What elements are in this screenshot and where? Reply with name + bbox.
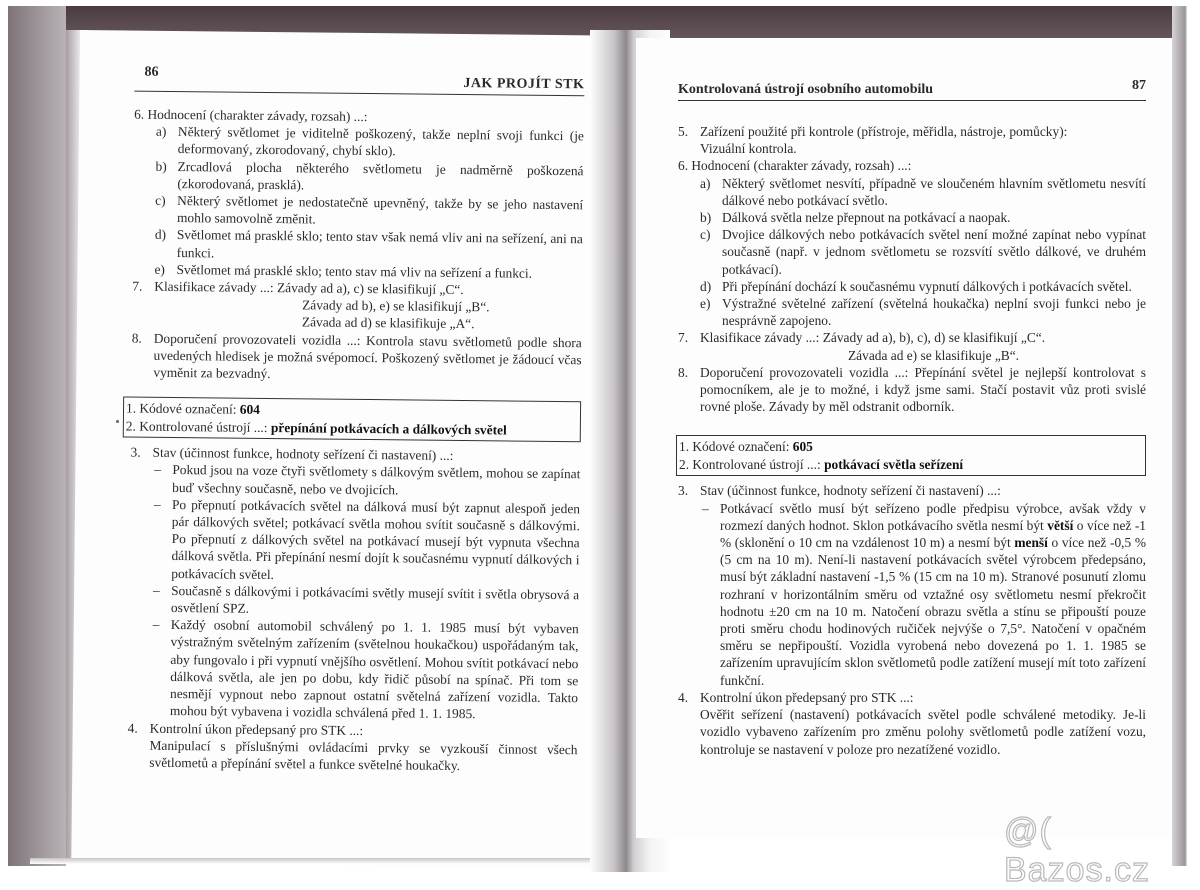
code-value: 604: [239, 401, 260, 418]
watermark-logo: @( Bazos.cz: [1004, 812, 1150, 889]
classification-line: Klasifikace závady ...: Závady ad a), b), c), d) se klasifikují „C“.: [700, 330, 1046, 346]
section-6: [678, 157, 1146, 329]
list-item: – Současně s dálkovými i potkávacími světly musejí svítit i světla obrysová a osvětlení SPZ.: [153, 582, 580, 616]
list-item: e) Světlomet má prasklé sklo; tento stav má vliv na seřízení a funkci.: [154, 261, 533, 281]
running-title: Kontrolovaná ústrojí osobního automobilu: [678, 81, 934, 97]
classification-line: Závada ad d) se klasifikuje „A“.: [301, 314, 475, 332]
list-item: b) Dálková světla nelze přepnout na potkávací a naopak.: [700, 210, 1011, 226]
list-item: c) Některý světlomet je nedostatečně upevněný, takže by se jeho nastavení mohlo samovolně změnit.: [155, 192, 584, 227]
list-item: b) Zrcadlová plocha některého světlometu je nadměrně poškozená (zkorodovaná, prasklá).: [155, 158, 584, 193]
code-box-605: 1. Kódové označení: 605 2. Kontrolované ústrojí ...: potkávací světla seřízení: [676, 435, 1146, 476]
book-cover-right: [1172, 6, 1194, 866]
section-5: 5. Zařízení použité při kontrole (přístroje, měřidla, nástroje, pomůcky): Vizuální kontrola.: [678, 123, 1146, 157]
classification-line: Klasifikace závady ...: Závady ad a), c) se klasifikují „C“.: [154, 278, 464, 298]
left-page: [71, 30, 600, 867]
list-item: a) Některý světlomet je viditelně poškozený, takže neplní svoji funkci (je deformovaný, zkorodovaný, chybí sklo).: [155, 124, 584, 159]
paragraph: Vizuální kontrola.: [700, 141, 797, 157]
page-number: 87: [1132, 77, 1146, 93]
code-box-604: 1. Kódové označení: 604 2. Kontrolované ústrojí ...: přepínání potkávacích a dálkových světel: [123, 397, 581, 443]
classification-line: Závady ad b), e) se klasifikují „B“.: [302, 297, 490, 315]
section-8: 8. Doporučení provozovateli vozidla ...: Kontrola stavu světlometů podle shora uvedených hledisek je možná svépomocí. Poškozený světlomet je žádoucí včas vyměnit za bezvadný.: [131, 330, 582, 382]
list-item: a) Některý světlomet nesvítí, případně ve sloučeném hlavním světlometu nesvítí dálkové nebo potkávací světlo.: [700, 175, 1146, 208]
section-heading: Kontrolní úkon předepsaný pro STK ...:: [700, 689, 914, 705]
section-4: 4. Kontrolní úkon předepsaný pro STK ...: Manipulací s příslušnými ovládacími prvky se vyzkouší činnost všech světlometů a přepínání světel a funkce světelné houkačky.: [127, 719, 578, 775]
page-number: 86: [144, 64, 159, 80]
list-item: – Každý osobní automobil schválený po 1. 1. 1985 musí být vybaven výstražným světelným zařízením (světelnou houkačkou) uspořádaným tak, aby fungovalo i při vypnutí vnějšího osvětlení. Mohou svítit potkávací nebo dálková světla, ale jen po dobu, kdy řidič působí na spínač. Při tom se nesmějí vypnout nebo zapnout ostatní světelná zařízení vozidla. Takto mohou být vybavena i vozidla schválená před 1. 1. 1985.: [152, 617, 579, 722]
book-cover-left: [8, 6, 66, 866]
scan-artifact: [116, 420, 119, 423]
page-bottom-shadow: [30, 858, 590, 864]
list-item: d) Při přepínání dochází k současnému vypnutí dálkových i potkávacích světel.: [700, 278, 1132, 294]
running-header: [678, 76, 1146, 101]
paragraph: Manipulací s příslušnými ovládacími prvky se vyzkouší činnost všech světlometů a přepínání světel a funkce světelné houkačky.: [149, 737, 578, 773]
section-6: [132, 106, 584, 283]
section-heading: Zařízení použité při kontrole (přístroje, měřidla, nástroje, pomůcky):: [700, 124, 1068, 139]
list-item: e) Výstražné světelné zařízení (světelná houkačka) neplní svoji funkci nebo je nesprávně zapojeno.: [700, 296, 1146, 329]
list-item: c) Dvojice dálkových nebo potkávacích světel není možné zapínat nebo vypínat současně (např. v jednom světlometu se rozsvítí světlo dálkové, ve druhém potkávací).: [700, 227, 1146, 277]
section-heading: Kontrolní úkon předepsaný pro STK ...:: [149, 720, 364, 738]
right-page: [636, 38, 1172, 838]
section-4: 4. Kontrolní úkon předepsaný pro STK ...: Ověřit seřízení (nastavení) potkávacích světel podle schválené metodiky. Je-li vozidlo vybaveno zařízením pro změnu polohy světlometů podle zatížení vozu, kontroluje se nastavení v poloze pro nezatížené vozidlo.: [678, 689, 1146, 757]
section-heading: Stav (účinnost funkce, hodnoty seřízení či nastavení) ...:: [700, 483, 1001, 499]
section-3: 3. Stav (účinnost funkce, hodnoty seřízení či nastavení) ...: – Pokud jsou na voze čtyři světlomety s dálkovým světlem, mohou se zapínat buď všechny současně, nebo ve dvojicích. – Po přepnutí potkávacích světel na dálková musí být zapnut alespoň jeden pár dálkových světel; potkávací světla mohou svítit současně s dálkovými. Po přepnutí z dálkových světel na potkávací musejí být vypnuta všechna dálková světla. Při přepínání nesmí dojít k současnému vypnutí dálkových i potkávacích světel. – Současně s dálkovými i potkávacími světly musejí svítit i světla obrysová a osvětlení SPZ. – Každý osobní automobil schválený po 1. 1. 1985 musí být vybaven výstražným světelným zařízením (světelnou houkačkou) uspořádaným tak, aby fungovalo i při vypnutí vnějšího osvětlení. Mohou svítit potkávací nebo dálková světla, ale jen po dobu, kdy řidič působí na spínač. Při tom se nesmějí vypnout nebo zapnout ostatní světelná zařízení vozidla. Takto mohou být vybavena i vozidla schválená před 1. 1. 1985.: [128, 444, 581, 724]
section-8: 8. Doporučení provozovateli vozidla ...: Přepínání světel je nejlepší kontrolovat s pomocníkem, ale je to možné, i když jsme sami. Stačí postavit vůz proti svislé rovné ploše. Závady by měl odstranit odborník.: [678, 364, 1146, 415]
classification-line: Závada ad e) se klasifikuje „B“.: [848, 347, 1020, 363]
section-heading: Stav (účinnost funkce, hodnoty seřízení či nastavení) ...:: [152, 445, 454, 464]
section-7: 7. Klasifikace závady ...: Závady ad a), c) se klasifikují „C“. Závady ad b), e) se klasifikují „B“. Závada ad d) se klasifikuje „A“.: [132, 278, 583, 334]
list-item: – Po přepnutí potkávacích světel na dálková musí být zapnut alespoň jeden pár dálkových světel; potkávací světla mohou svítit současně s dálkovými. Po přepnutí z dálkových světel na potkávací musejí být vypnuta všechna dálková světla. Při přepínání nesmí dojít k současnému vypnutí dálkových i potkávacích světel.: [153, 496, 581, 582]
running-header: [134, 64, 585, 97]
running-title: JAK PROJÍT STK: [463, 75, 585, 93]
list-item: d) Světlomet má prasklé sklo; tento stav však nemá vliv ani na seřízení, ani na funkci.: [154, 227, 583, 261]
section-3: 3. Stav (účinnost funkce, hodnoty seřízení či nastavení) ...: – Potkávací světlo musí být seřízeno podle předpisu výrobce, avšak vždy v rozmezí daných hodnot. Sklon potkávacího světla nesmí být větší o více než -1 % (sklonění o 10 cm na vzdálenost 10 m) a nesmí být menší o více než -0,5 % (5 cm na 10 m). Není-li nastavení potkávacích světel výrobcem předepsáno, musí být základní nastavení -1,5 % (15 cm na 10 m). Stranové posunutí zlomu rozhraní v horizontálním směru od vztažné osy světlometu nesmí překročit hodnotu ±20 cm na 10 m. Natočení obrazu světla a stínu se připouští pouze proti směru chodu hodinových ručiček nejvýše o 7,5°. Natočení v opačném směru se nepřipouští. Vozidla vyrobená nebo dovezená po 1. 1. 1985 se zařízením upravujícím sklon světlometů podle zatížení musejí mít toto zařízení funkční.: [678, 483, 1146, 688]
device-name: přepínání potkávacích a dálkových světel: [270, 420, 507, 438]
code-value: 605: [792, 439, 813, 455]
section-7: 7. Klasifikace závady ...: Závady ad a), b), c), d) se klasifikují „C“. Závada ad e) se klasifikuje „B“.: [678, 329, 1146, 363]
list-item: – Potkávací světlo musí být seřízeno podle předpisu výrobce, avšak vždy v rozmezí daných hodnot. Sklon potkávacího světla nesmí být větší o více než -1 % (sklonění o 10 cm na vzdálenost 10 m) a nesmí být menší o více než -0,5 % (5 cm na 10 m). Není-li nastavení potkávacích světel výrobcem předepsáno, musí být základní nastavení -1,5 % (15 cm na 10 m). Stranové posunutí zlomu rozhraní v horizontálním směru od vztažné osy světlometu nesmí překročit hodnotu ±20 cm na 10 m. Natočení obrazu světla a stínu se připouští pouze proti směru chodu hodinových ručiček nejvýše o 7,5°. Natočení v opačném směru se nepřipouští. Vozidla vyrobená nebo dovezená po 1. 1. 1985 se zařízením upravujícím sklon světlometů podle zatížení musejí mít toto zařízení funkční.: [702, 500, 1146, 688]
section-heading: 6. Hodnocení (charakter závady, rozsah) ...:: [134, 106, 368, 125]
paragraph: Ověřit seřízení (nastavení) potkávacích světel podle schválené metodiky. Je-li vozidlo vybaveno zařízením pro změnu polohy světlometů podle zatížení vozu, kontroluje se nastavení v poloze pro nezatížené vozidlo.: [700, 707, 1146, 757]
list-item: – Pokud jsou na voze čtyři světlomety s dálkovým světlem, mohou se zapínat buď všechny současně, nebo ve dvojicích.: [154, 462, 581, 498]
device-name: potkávací světla seřízení: [824, 457, 964, 473]
section-heading: 6. Hodnocení (charakter závady, rozsah) ...:: [678, 158, 912, 174]
